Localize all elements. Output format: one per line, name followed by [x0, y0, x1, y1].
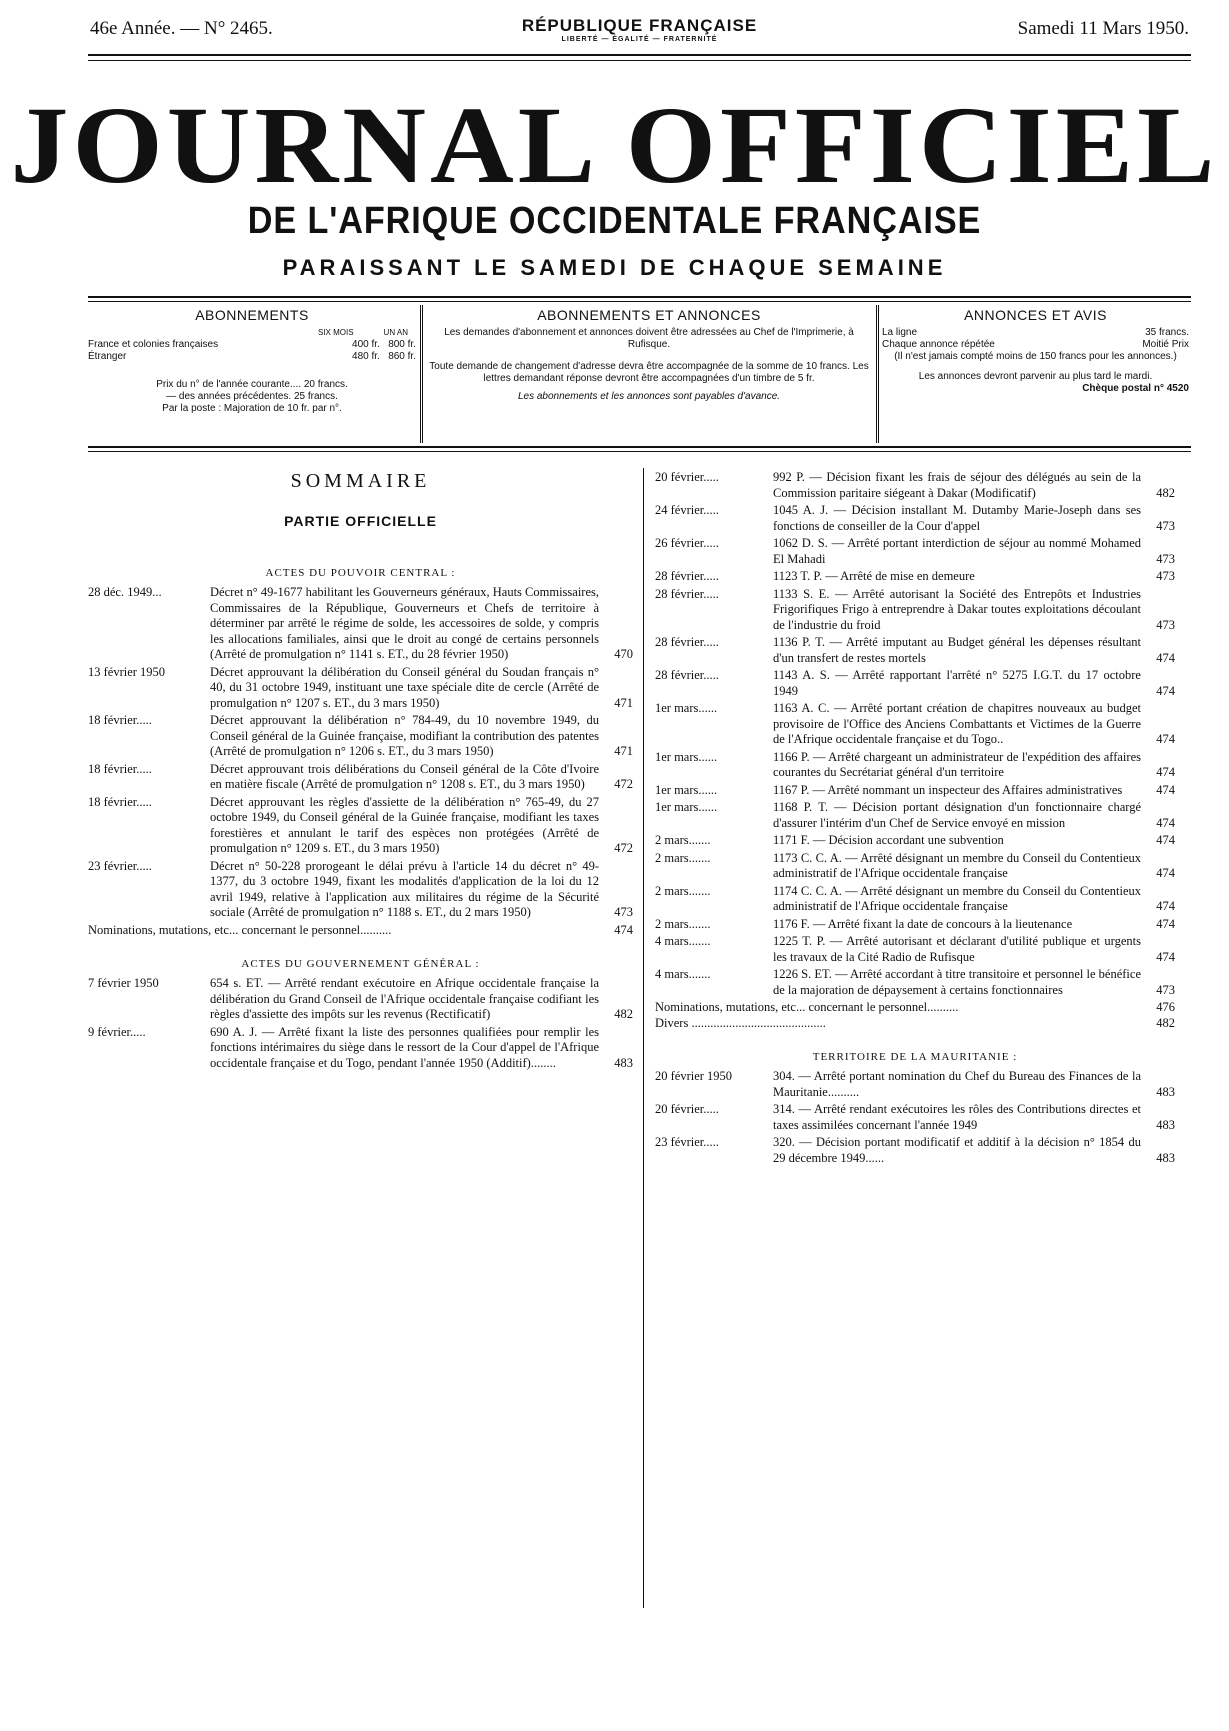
- top-line: [90, 14, 1189, 44]
- entry-text: 1123 T. P. — Arrêté de mise en demeure: [773, 569, 975, 583]
- entry-date: 20 février 1950: [655, 1069, 733, 1083]
- payment-note: Les abonnements et les annonces sont payables d'avance.: [517, 391, 781, 402]
- summary-entry: [88, 859, 633, 921]
- divers: [655, 1016, 1175, 1032]
- ads-repeat-price: Moitié Prix: [1142, 339, 1189, 350]
- entry-page: 474: [1156, 949, 1175, 964]
- entry-date: 9 février.....: [88, 1024, 146, 1039]
- ads-minimum: (Il n'est jamais compté moins de 150 francs pour les annonces.): [894, 351, 1177, 362]
- entry-date: 20 février.....: [655, 1102, 719, 1116]
- entry-text: 1168 P. T. — Décision portant désignation d'un fonctionnaire chargé d'assurer l'intérim d'un Chef de Service envoyé en mission: [773, 800, 1141, 830]
- entry-text: Décret approuvant la délibération n° 784-49, du 10 novembre 1949, du Conseil général de la Guinée française, modifiant la contribution des patentes (Arrêté de promulgation n° 1206 s. ET., du 3 mars 1950): [210, 713, 599, 758]
- entry-text: 1174 C. C. A. — Arrêté désignant un membre du Conseil du Contentieux administratif de l'Afrique occidentale française: [773, 883, 1141, 913]
- entry-page: 472: [614, 841, 633, 855]
- nominations-right-text: Nominations, mutations, etc... concernant le personnel..........: [655, 1000, 959, 1014]
- section-general-government: ACTES DU GOUVERNEMENT GÉNÉRAL :: [241, 958, 480, 970]
- divers-page: 482: [1156, 1015, 1175, 1030]
- entry-date: 18 février.....: [88, 713, 152, 727]
- entry-text: 320. — Décision portant modificatif et additif à la décision n° 1854 du 29 décembre 1949......: [773, 1135, 1141, 1165]
- gov-acts-list: [88, 976, 633, 1071]
- entry-page: 482: [614, 1007, 633, 1021]
- price-previous: — des années précédentes. 25 francs.: [166, 391, 338, 402]
- entry-page: 483: [614, 1055, 633, 1070]
- entry-date: 24 février.....: [655, 503, 719, 517]
- entry-text: 1173 C. C. A. — Arrêté désignant un membre du Conseil du Contentieux administratif de l'Afrique occidentale française: [773, 850, 1141, 880]
- header-rule: [88, 54, 1191, 56]
- entry-page: 474: [1156, 732, 1175, 746]
- entry-page: 474: [1156, 683, 1175, 698]
- ads-line-label: La ligne: [882, 327, 918, 338]
- entry-text: 1171 F. — Décision accordant une subvention: [773, 833, 1004, 847]
- entry-date: 28 déc. 1949...: [88, 585, 162, 599]
- subscriptions-column: [88, 305, 416, 443]
- entry-text: 1136 P. T. — Arrêté imputant au Budget général les dépenses résultant d'un transfert de restes mortels: [773, 635, 1141, 665]
- summary-entry: [655, 750, 1175, 781]
- entry-page: 470: [614, 647, 633, 661]
- summary-entry: [88, 665, 633, 712]
- ads-heading: ANNONCES ET AVIS: [964, 307, 1107, 323]
- divers-text: Divers ...........................................: [655, 1015, 826, 1030]
- entry-date: 23 février.....: [655, 1135, 719, 1149]
- entry-date: 18 février.....: [88, 761, 152, 776]
- entry-page: 474: [1156, 833, 1175, 847]
- central-acts-list: [88, 585, 633, 921]
- entry-date: 28 février.....: [655, 635, 719, 649]
- ads-repeat-label: Chaque annonce répétée: [882, 339, 995, 350]
- column-divider: [420, 305, 423, 443]
- entry-date: 13 février 1950: [88, 664, 166, 679]
- period-year: UN AN: [383, 328, 408, 337]
- ads-repeat-row: [882, 339, 1189, 351]
- summary-entry: [655, 668, 1175, 699]
- entry-text: 654 s. ET. — Arrêté rendant exécutoire en Afrique occidentale française la délibération du Grand Conseil de l'Afrique occidentale française codifiant les règles d'assiette des impôts sur les revenus (Rectificatif): [210, 976, 599, 1021]
- entry-text: Décret approuvant trois délibérations du Conseil général de la Côte d'Ivoire en matière fiscale (Arrêté de promulgation n° 1208 s. ET., du 3 mars 1950): [210, 761, 599, 791]
- entry-page: 473: [1156, 982, 1175, 997]
- nominations-right-page: 476: [1156, 1000, 1175, 1014]
- entry-date: 28 février.....: [655, 586, 719, 601]
- price-current: Prix du n° de l'année courante.... 20 francs.: [156, 379, 348, 390]
- summary-entry: [88, 713, 633, 760]
- year-issue: 46e Année. — N° 2465.: [90, 18, 273, 39]
- summary-entry: [655, 701, 1175, 748]
- summary-entry: [655, 536, 1175, 567]
- summary-right-column: [655, 470, 1175, 1168]
- entry-text: 992 P. — Décision fixant les frais de séjour des délégués au sein de la Commission paritaire siégeant à Dakar (Modificatif): [773, 470, 1141, 500]
- entry-page: 483: [1156, 1117, 1175, 1132]
- entry-text: 1167 P. — Arrêté nommant un inspecteur des Affaires administratives: [773, 782, 1123, 797]
- box-top-rule-thin: [88, 301, 1191, 302]
- entry-text: Décret n° 49-1677 habilitant les Gouverneurs généraux, Hauts Commissaires, Commissaires de la République, Gouverneurs et Chefs de territoire à déterminer par arrêté le régime de solde, les accessoires de solde, y compris les allocations familiales, ainsi que le droit au congé de certains personnels (Arrêté de promulgation n° 1141 s. ET., du 28 février 1950): [210, 585, 599, 661]
- entry-date: 28 février.....: [655, 668, 719, 682]
- entry-page: 474: [1156, 650, 1175, 665]
- entry-text: 690 A. J. — Arrêté fixant la liste des personnes qualifiées pour remplir les fonctions intérimaires du siège dans le ressort de la Cour d'appel de l'Afrique occidentale française et du Togo, pendant l'année 1950 (Additif)........: [210, 1024, 599, 1070]
- summary-entry: [655, 917, 1175, 933]
- entry-page: 474: [1156, 916, 1175, 931]
- ads-line-row: [882, 327, 1189, 339]
- ads-line-price: 35 francs.: [1145, 327, 1189, 338]
- republic-block: [522, 16, 757, 43]
- entry-date: 26 février.....: [655, 536, 719, 550]
- entry-date: 23 février.....: [88, 858, 152, 873]
- entry-date: 7 février 1950: [88, 976, 159, 990]
- entry-text: 1163 A. C. — Arrêté portant création de chapitres nouveaux au budget provisoire de l'Office des Anciens Combattants et Victimes de la Guerre de l'Afrique occidentale française et du Togo..: [773, 701, 1141, 746]
- summary-entry: [655, 1069, 1175, 1100]
- entry-text: 1226 S. ET. — Arrêté accordant à titre transitoire et personnel le bénéfice de la majoration de dépaysement à certains fonctionnaires: [773, 967, 1141, 997]
- entry-date: 1er mars......: [655, 800, 718, 814]
- entry-text: Décret approuvant la délibération du Conseil général du Soudan français n° 40, du 31 octobre 1949, instituant une taxe spéciale dite de cercle (Arrêté de promulgation n° 1207 s. ET., du 3 mars 1950): [210, 664, 599, 710]
- summary-entry: [655, 470, 1175, 501]
- republic-label: RÉPUBLIQUE FRANÇAISE: [521, 16, 758, 35]
- entry-date: 2 mars.......: [655, 916, 711, 931]
- entry-date: 28 février.....: [655, 569, 719, 583]
- entry-text: 1133 S. E. — Arrêté autorisant la Société des Entrepôts et Industries Frigorifiques Frigo à entreprendre à Dakar toutes exploitations découlant de l'industrie du froid: [773, 586, 1141, 632]
- entry-date: 20 février.....: [655, 470, 719, 484]
- entry-page: 471: [614, 744, 633, 758]
- period-six: SIX MOIS: [317, 328, 354, 337]
- subscriptions-ads-heading: ABONNEMENTS ET ANNONCES: [537, 307, 761, 323]
- summary-entry: [655, 569, 1175, 585]
- entry-text: 1166 P. — Arrêté chargeant un administrateur de l'expédition des affaires courantes du Secrétariat général d'un territoire: [773, 749, 1141, 779]
- entry-text: 1176 F. — Arrêté fixant la date de concours à la lieutenance: [773, 916, 1073, 931]
- summary-entry: [655, 1102, 1175, 1133]
- entry-text: Décret approuvant les règles d'assiette de la délibération n° 765-49, du 27 octobre 1949, du Conseil général de la Guinée française, modifiant les taxes forestières et annulant le tarif des espèces non protégées (Arrêté de promulgation n° 1209 s. ET., du 3 mars 1950): [210, 794, 599, 855]
- masthead-frequency: PARAISSANT LE SAMEDI DE CHAQUE SEMAINE: [282, 255, 947, 280]
- price-row: [88, 351, 416, 363]
- price-year: 800 fr.: [388, 339, 416, 350]
- entry-page: 473: [1156, 551, 1175, 566]
- entry-text: 1143 A. S. — Arrêté rapportant l'arrêté n° 5275 I.G.T. du 17 octobre 1949: [773, 668, 1141, 698]
- entry-date: 1er mars......: [655, 749, 718, 764]
- entry-page: 482: [1156, 485, 1175, 500]
- box-bottom-rule-thin: [88, 451, 1191, 452]
- summary-entry: [88, 585, 633, 663]
- entry-date: 2 mars.......: [655, 850, 711, 865]
- issue-date: Samedi 11 Mars 1950.: [1017, 18, 1189, 39]
- price-six: 400 fr.: [352, 339, 380, 350]
- summary-entry: [655, 1135, 1175, 1166]
- right-acts-list: [655, 470, 1175, 998]
- price-row-label: Étranger: [88, 351, 127, 362]
- summary-entry: [655, 635, 1175, 666]
- column-separator: [643, 468, 644, 1608]
- entry-text: 304. — Arrêté portant nomination du Chef du Bureau des Finances de la Mauritanie..........: [773, 1069, 1141, 1099]
- entry-page: 472: [614, 777, 633, 791]
- entry-page: 473: [1156, 518, 1175, 533]
- price-row-label: France et colonies françaises: [88, 339, 219, 350]
- box-top-rule: [88, 296, 1191, 298]
- entry-date: 18 février.....: [88, 794, 152, 809]
- entry-date: 2 mars.......: [655, 833, 711, 847]
- summary-entry: [655, 934, 1175, 965]
- price-row: [88, 339, 416, 351]
- ads-column: [882, 305, 1189, 443]
- entry-page: 474: [1156, 815, 1175, 830]
- entry-page: 474: [1156, 866, 1175, 880]
- postal-account: Chèque postal n° 4520: [1082, 383, 1189, 394]
- entry-date: 2 mars.......: [655, 883, 711, 898]
- entry-text: 1225 T. P. — Arrêté autorisant et déclarant d'utilité publique et urgents les travaux de la Cité Radio de Rufisque: [773, 934, 1141, 964]
- nominations-left-page: 474: [614, 922, 633, 937]
- header-rule-thin: [88, 60, 1191, 61]
- masthead-subtitle: DE L'AFRIQUE OCCIDENTALE FRANÇAISE: [247, 200, 982, 242]
- subscriptions-info: Les demandes d'abonnement et annonces doivent être adressées au Chef de l'Imprimerie, à Rufisque.: [444, 327, 854, 350]
- summary-entry: [88, 795, 633, 857]
- entry-date: 4 mars.......: [655, 934, 711, 948]
- price-year: 860 fr.: [388, 351, 416, 362]
- summary-entry: [88, 762, 633, 793]
- summary-entry: [655, 851, 1175, 882]
- summary-entry: [88, 976, 633, 1023]
- masthead-title: JOURNAL OFFICIEL: [10, 85, 1219, 207]
- entry-page: 473: [1156, 617, 1175, 632]
- summary-entry: [88, 1025, 633, 1072]
- summary-entry: [655, 503, 1175, 534]
- summary-entry: [655, 967, 1175, 998]
- summary-entry: [655, 783, 1175, 799]
- entry-page: 473: [1156, 569, 1175, 583]
- mauritanie-acts-list: [655, 1069, 1175, 1166]
- entry-page: 474: [1156, 899, 1175, 913]
- address-change-info: Toute demande de changement d'adresse devra être accompagnée de la somme de 10 francs. Les lettres demandant réponse devront être accompagnées d'un timbre de 5 fr.: [429, 361, 869, 384]
- entry-page: 471: [614, 695, 633, 710]
- entry-text: 314. — Arrêté rendant exécutoires les rôles des Contributions directes et taxes assimilées concernant l'année 1949: [773, 1102, 1141, 1132]
- entry-page: 483: [1156, 1084, 1175, 1099]
- entry-date: 1er mars......: [655, 701, 718, 715]
- motto: LIBERTÉ — ÉGALITÉ — FRATERNITÉ: [561, 36, 718, 43]
- entry-page: 474: [1156, 765, 1175, 779]
- summary-title: SOMMAIRE: [290, 470, 431, 492]
- entry-text: Décret n° 50-228 prorogeant le délai prévu à l'article 14 du décret n° 49-1377, du 3 octobre 1949, fixant les modalités d'application de la loi du 12 avril 1949, relative à l'application aux militaires du régime de la Sécurité sociale (Arrêté de promulgation n° 1188 s. ET., du 2 mars 1950): [210, 858, 599, 919]
- entry-date: 1er mars......: [655, 782, 718, 797]
- section-central-power: ACTES DU POUVOIR CENTRAL :: [265, 567, 456, 579]
- entry-text: 1045 A. J. — Décision installant M. Dutamby Marie-Joseph dans ses fonctions de conseiller de la Cour d'appel: [773, 503, 1141, 533]
- summary-entry: [655, 800, 1175, 831]
- entry-page: 474: [1156, 782, 1175, 797]
- entry-date: 4 mars.......: [655, 967, 711, 981]
- official-part-title: PARTIE OFFICIELLE: [284, 513, 437, 529]
- entry-text: 1062 D. S. — Arrêté portant interdiction de séjour au nommé Mohamed El Mahadi: [773, 536, 1141, 566]
- summary-entry: [655, 833, 1175, 849]
- box-bottom-rule: [88, 446, 1191, 448]
- subscription-box: [88, 305, 1191, 443]
- entry-page: 473: [614, 905, 633, 919]
- price-six: 480 fr.: [352, 351, 380, 362]
- summary-entry: [655, 587, 1175, 634]
- section-mauritanie: TERRITOIRE DE LA MAURITANIE :: [812, 1051, 1018, 1063]
- nominations-left: [88, 923, 633, 939]
- column-divider: [876, 305, 879, 443]
- period-header: [88, 327, 416, 339]
- ads-deadline: Les annonces devront parvenir au plus tard le mardi.: [918, 371, 1153, 382]
- subscriptions-ads-column: [426, 305, 872, 443]
- entry-page: 483: [1156, 1150, 1175, 1165]
- subscriptions-heading: ABONNEMENTS: [195, 307, 309, 323]
- postal-surcharge: Par la poste : Majoration de 10 fr. par n°.: [162, 403, 342, 414]
- nominations-left-text: Nominations, mutations, etc... concernant le personnel..........: [88, 922, 392, 937]
- summary-entry: [655, 884, 1175, 915]
- summary-left-column: [88, 470, 633, 1073]
- nominations-right: [655, 1000, 1175, 1016]
